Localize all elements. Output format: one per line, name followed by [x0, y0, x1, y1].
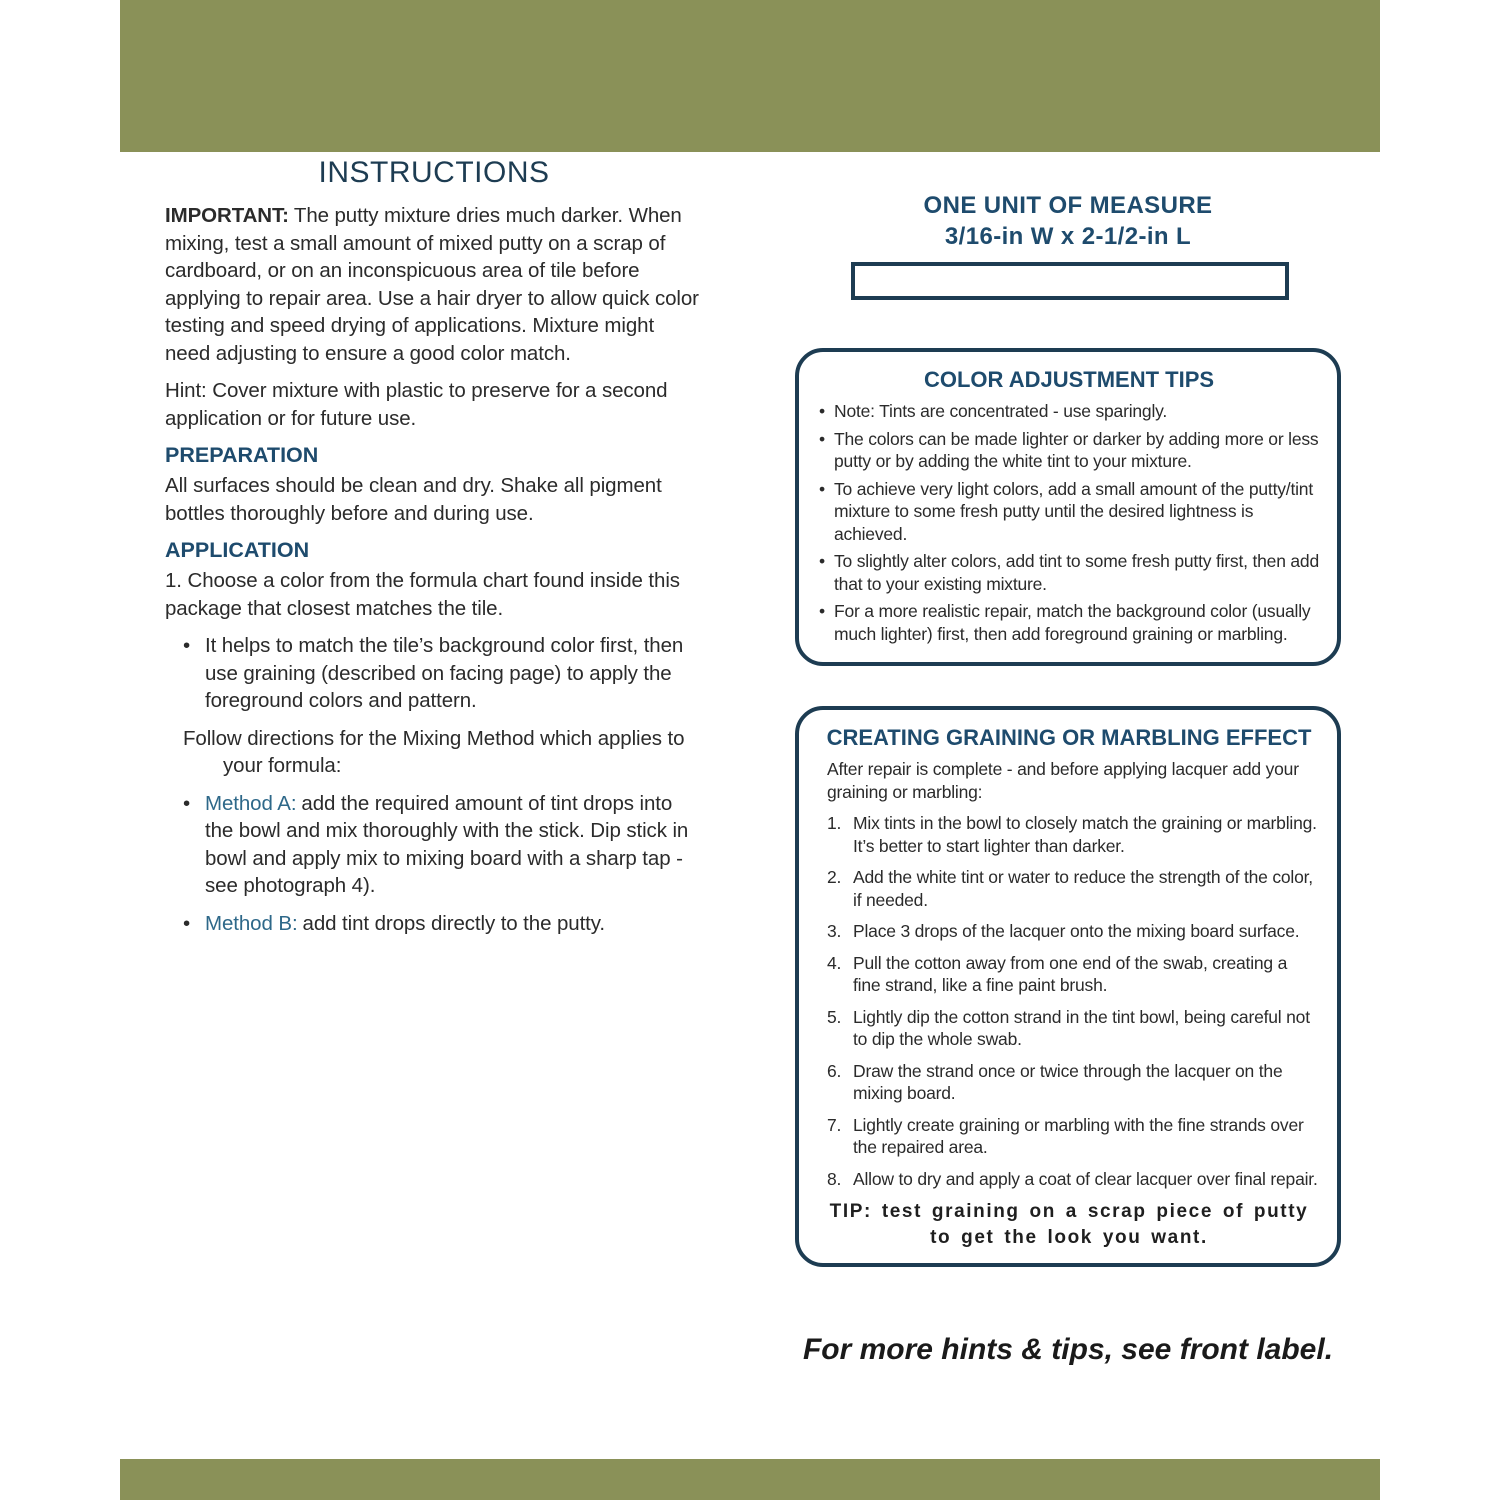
instructions-column: [165, 156, 703, 947]
color-tip-item: [819, 428, 1319, 473]
step-number: 4.: [827, 952, 842, 973]
step-text: Draw the strand once or twice through the lacquer on the mixing board.: [853, 1060, 1283, 1103]
step-number: 7.: [827, 1114, 842, 1135]
step-text: Allow to dry and apply a coat of clear lacquer over final repair.: [853, 1168, 1318, 1189]
step-number: 8.: [827, 1168, 842, 1189]
important-text: The putty mixture dries much darker. When mixing, test a small amount of mixed putty on a scrap of cardboard, or on an inconspicuous area of tile before applying to repair area. Use a hair dryer to allow quick color testing and speed drying of applications. Mixture might need adjusting to ensure a good color match.: [165, 204, 699, 365]
measure-heading-line1: ONE UNIT OF MEASURE: [923, 192, 1213, 219]
method-a-text: Method A: add the required amount of tint drops into the bowl and mix thoroughly with the stick. Dip stick in bowl and apply mix to mixing board with a sharp tap - see photograph 4).: [205, 791, 689, 897]
hint-paragraph: Hint: Cover mixture with plastic to preserve for a second application or for future use.: [165, 379, 668, 430]
measure-heading: [795, 190, 1341, 252]
color-tip-text: To slightly alter colors, add tint to some fresh putty first, then add that to your existing mixture.: [834, 551, 1319, 594]
bullet-text: It helps to match the tile’s background color first, then use graining (described on facing page) to apply the foreground colors and pattern.: [205, 634, 684, 712]
page-title: INSTRUCTIONS: [318, 156, 550, 189]
graining-step: [819, 1060, 1319, 1105]
color-tip-text: Note: Tints are concentrated - use sparingly.: [834, 401, 1168, 421]
step-number: 3.: [827, 921, 842, 941]
graining-step: [819, 920, 1319, 943]
graining-tip: TIP: test graining on a scrap piece of putty to get the look you want.: [829, 1201, 1309, 1248]
measure-reference-box: [851, 262, 1289, 300]
color-tip-text: The colors can be made lighter or darker by adding more or less putty or by adding the white tint to your mixture.: [834, 428, 1319, 471]
color-tip-item: [819, 550, 1319, 595]
method-b-item: [165, 910, 703, 938]
bullet-icon: [819, 400, 834, 423]
bullet-icon: [819, 600, 834, 645]
graining-effect-box: [795, 706, 1341, 1267]
graining-intro: After repair is complete - and before applying lacquer add your graining or marbling:: [827, 759, 1299, 802]
graining-step: [819, 1006, 1319, 1051]
color-tip-text: For a more realistic repair, match the background color (usually much lighter) first, then add foreground graining or marbling.: [834, 601, 1311, 644]
color-tip-item: [819, 478, 1319, 546]
step-number: 6.: [827, 1060, 842, 1081]
graining-step: [819, 1114, 1319, 1159]
graining-steps-list: [819, 812, 1319, 1190]
application-heading: APPLICATION: [165, 538, 310, 562]
measure-heading-line2: 3/16-in W x 2-1/2-in L: [944, 223, 1192, 250]
method-a-item: [165, 790, 703, 900]
step-text: Lightly create graining or marbling with the fine strands over the repaired area.: [853, 1114, 1304, 1157]
bullet-icon: [183, 790, 205, 900]
step-text: Mix tints in the bowl to closely match the graining or marbling. It’s better to start lighter than darker.: [853, 813, 1317, 856]
follow-directions-note: Follow directions for the Mixing Method which applies to your formula:: [183, 726, 685, 777]
step-text: Pull the cotton away from one end of the swab, creating a fine strand, like a fine paint brush.: [853, 952, 1288, 995]
preparation-body: All surfaces should be clean and dry. Shake all pigment bottles thoroughly before and during use.: [165, 474, 662, 525]
bullet-icon: [819, 478, 834, 546]
method-a-label: Method A:: [205, 791, 297, 815]
step-text: Add the white tint or water to reduce the strength of the color, if needed.: [853, 867, 1313, 910]
top-color-bar: [120, 0, 1380, 152]
step-number: 5.: [827, 1006, 842, 1027]
bullet-icon: [819, 428, 834, 473]
application-bullet-background-color: [165, 632, 703, 715]
graining-step: [819, 1168, 1319, 1191]
color-tip-item: [819, 600, 1319, 645]
color-tip-item: [819, 400, 1319, 423]
step-number: 2.: [827, 867, 842, 887]
graining-step: [819, 812, 1319, 857]
bottom-color-bar: [120, 1459, 1380, 1500]
bullet-icon: [819, 550, 834, 595]
bullet-icon: [183, 910, 205, 938]
graining-heading: CREATING GRAINING OR MARBLING EFFECT: [826, 725, 1312, 750]
color-tips-heading: COLOR ADJUSTMENT TIPS: [923, 367, 1215, 392]
color-tip-text: To achieve very light colors, add a small amount of the putty/tint mixture to some fresh putty until the desired lightness is achieved.: [834, 478, 1313, 544]
step-text: Lightly dip the cotton strand in the tint bowl, being careful not to dip the whole swab.: [853, 1006, 1310, 1049]
important-label: IMPORTANT:: [165, 204, 289, 227]
method-b-label: Method B:: [205, 911, 298, 935]
bullet-icon: [183, 632, 205, 715]
color-tips-list: [819, 400, 1319, 645]
graining-step: [819, 952, 1319, 997]
important-paragraph: [165, 202, 703, 367]
graining-step: [819, 866, 1319, 911]
footer-note: For more hints & tips, see front label.: [802, 1333, 1334, 1366]
preparation-heading: PREPARATION: [165, 443, 319, 467]
color-adjustment-tips-box: [795, 348, 1341, 666]
step-text: Place 3 drops of the lacquer onto the mixing board surface.: [853, 921, 1300, 941]
step-number: 1.: [827, 813, 842, 833]
application-step-1: 1. Choose a color from the formula chart found inside this package that closest matches the tile.: [165, 569, 680, 620]
method-b-text: Method B: add tint drops directly to the putty.: [205, 911, 605, 935]
